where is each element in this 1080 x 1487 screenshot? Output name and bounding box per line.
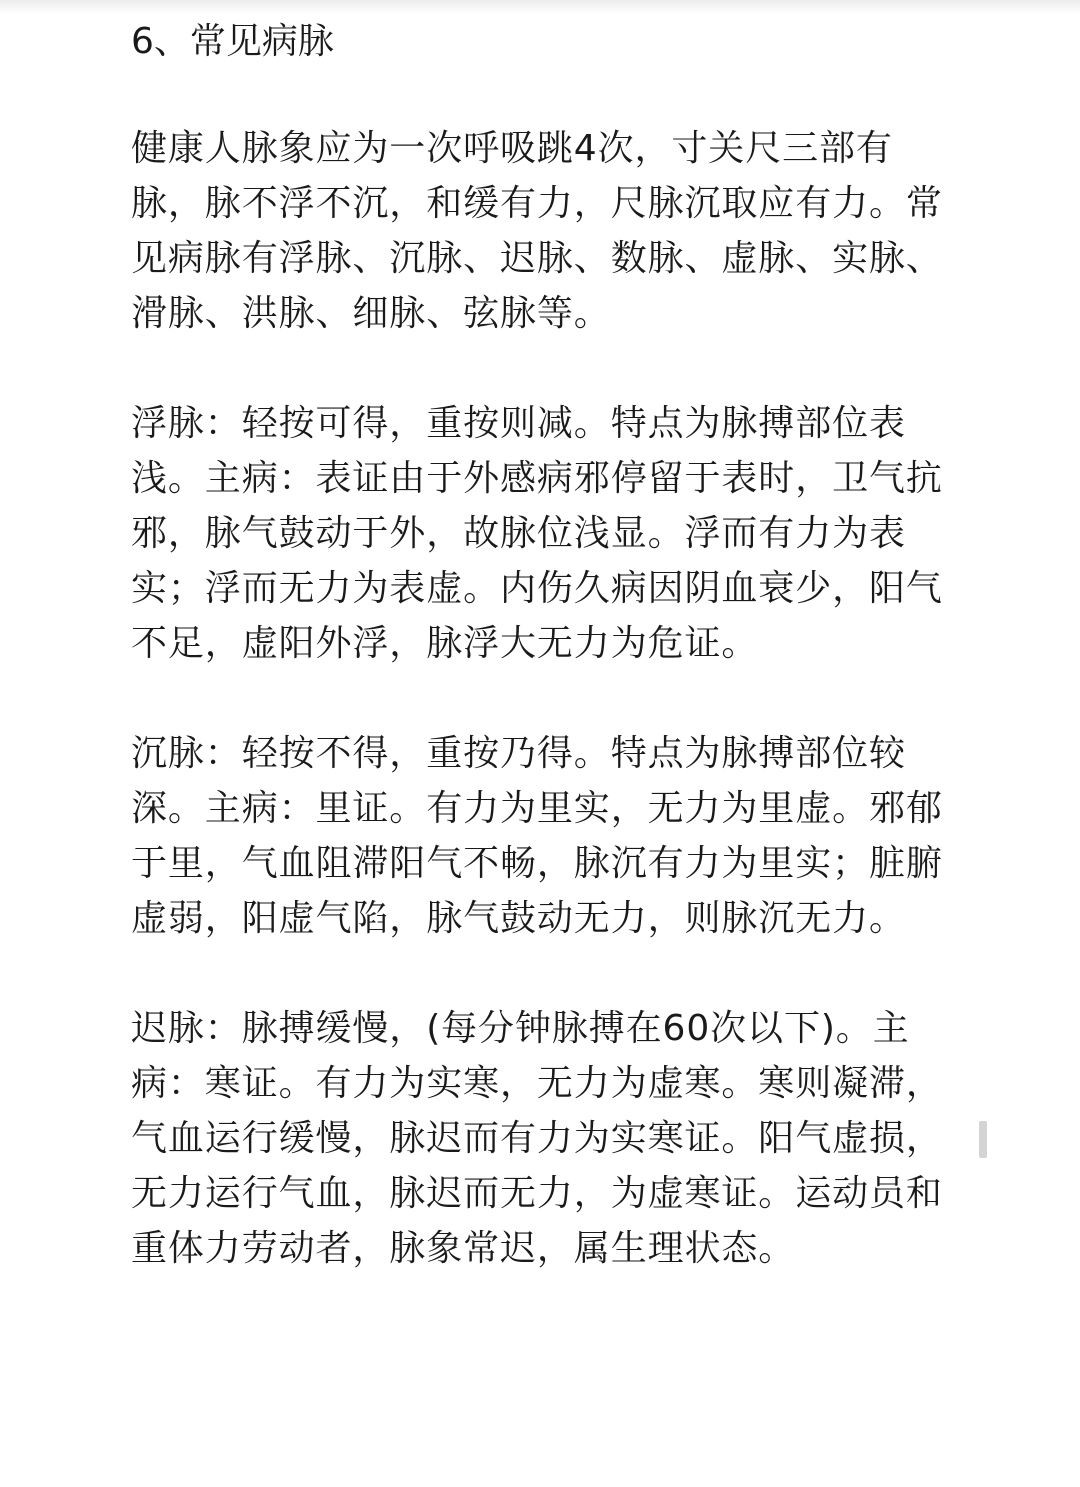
spacer <box>131 946 951 1001</box>
paragraph-slow-pulse: 迟脉：脉搏缓慢，(每分钟脉搏在60次以下)。主病：寒证。有力为实寒，无力为虚寒。寒则凝滞，气血运行缓慢，脉迟而有力为实寒证。阳气虚损，无力运行气血，脉迟而无力，为虚寒证。运动员和重体力劳动者，脉象常迟，属生理状态。 <box>131 1008 943 1269</box>
paragraph-floating-pulse: 浮脉：轻按可得，重按则减。特点为脉搏部位表浅。主病：表证由于外感病邪停留于表时，卫气抗邪，脉气鼓动于外，故脉位浅显。浮而有力为表实；浮而无力为表虚。内伤久病因阴血衰少，阳气不足，虚阳外浮，脉浮大无力为危证。 <box>131 403 943 664</box>
scrollbar-thumb[interactable] <box>979 1121 987 1158</box>
paragraph-deep-pulse: 沉脉：轻按不得，重按乃得。特点为脉搏部位较深。主病：里证。有力为里实，无力为里虚。邪郁于里，气血阻滞阳气不畅，脉沉有力为里实；脏腑虚弱，阳虚气陷，脉气鼓动无力，则脉沉无力。 <box>131 733 943 939</box>
spacer <box>131 69 951 121</box>
top-edge <box>0 0 1080 14</box>
paragraph-overview: 健康人脉象应为一次呼吸跳4次，寸关尺三部有脉，脉不浮不沉，和缓有力，尺脉沉取应有力。常见病脉有浮脉、沉脉、迟脉、数脉、虚脉、实脉、滑脉、洪脉、细脉、弦脉等。 <box>131 128 943 334</box>
article-body <box>131 14 951 1276</box>
section-heading: 6、常见病脉 <box>131 21 334 62</box>
spacer <box>131 341 951 396</box>
spacer <box>131 671 951 726</box>
